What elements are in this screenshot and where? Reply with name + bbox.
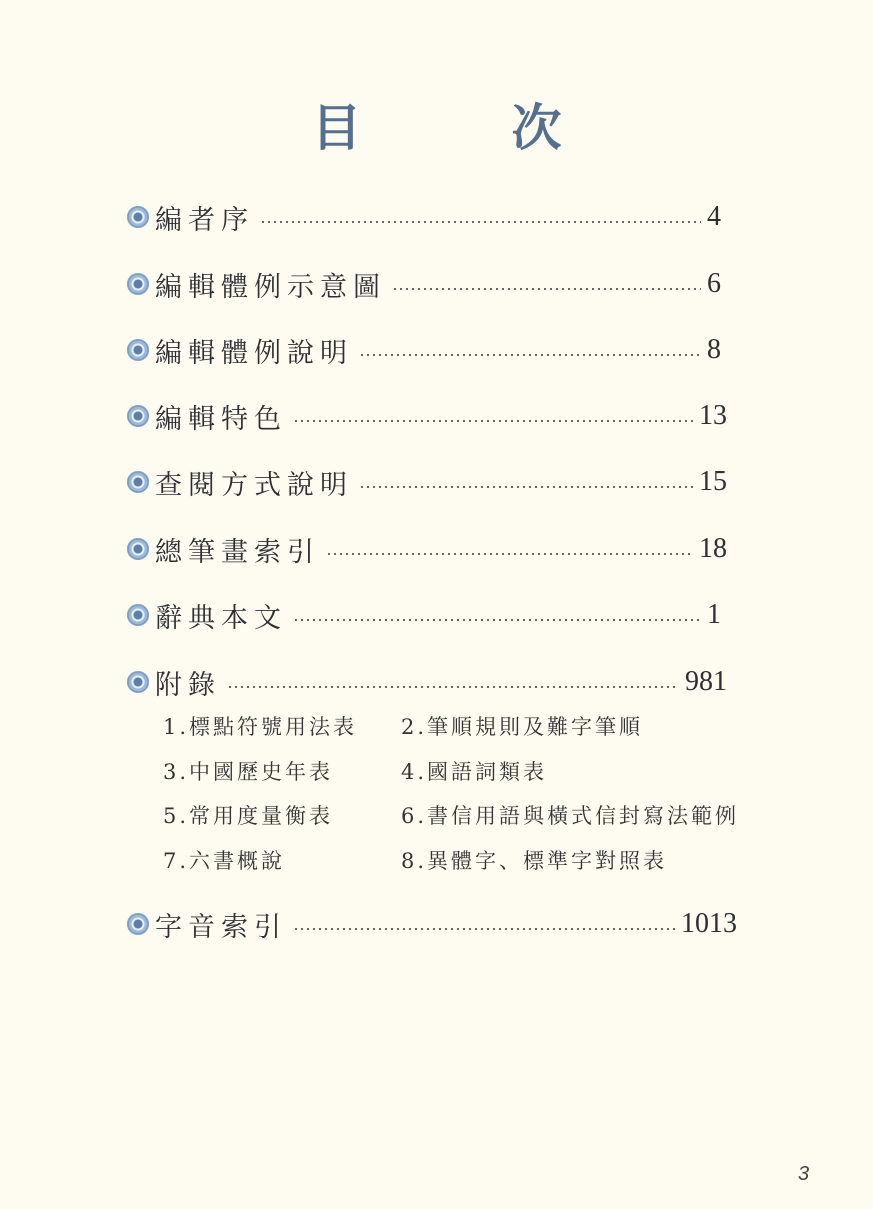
bullet-icon — [127, 405, 149, 427]
toc-label: 附錄 — [155, 669, 221, 701]
dot-leader — [326, 553, 693, 555]
toc-page-number: 1 — [707, 599, 721, 630]
appendix-item-2[interactable]: 2.筆順規則及難字筆順 — [401, 715, 644, 739]
appendix-item-1[interactable]: 1.標點符號用法表 — [163, 715, 358, 739]
toc-label: 編輯特色 — [155, 403, 287, 435]
toc-label: 查閱方式說明 — [155, 469, 353, 501]
toc-page-number: 15 — [699, 466, 727, 497]
dot-leader — [227, 686, 679, 688]
appendix-item-4[interactable]: 4.國語詞類表 — [401, 760, 548, 784]
appendix-item-8[interactable]: 8.異體字、標準字對照表 — [401, 849, 668, 873]
toc-label: 字音索引 — [155, 911, 287, 943]
toc-label: 編輯體例示意圖 — [155, 271, 386, 303]
toc-entry-layout-diagram[interactable] — [127, 264, 727, 304]
toc-entry-features[interactable] — [127, 396, 727, 436]
toc-page-number: 6 — [707, 268, 721, 299]
toc-page-number: 4 — [707, 201, 721, 232]
bullet-icon — [127, 273, 149, 295]
bullet-icon — [127, 206, 149, 228]
toc-page-number: 1013 — [681, 908, 737, 939]
toc-label: 編輯體例說明 — [155, 337, 353, 369]
toc-page-number: 981 — [685, 666, 727, 697]
toc-entry-sound-index[interactable] — [127, 904, 737, 944]
toc-entry-appendix[interactable] — [127, 662, 727, 702]
bullet-icon — [127, 471, 149, 493]
bullet-icon — [127, 913, 149, 935]
toc-label: 辭典本文 — [155, 602, 287, 634]
page-number: 3 — [798, 1163, 810, 1185]
title-char-1: 目 — [311, 98, 362, 157]
toc-label: 編者序 — [155, 204, 254, 236]
toc-entry-preface[interactable] — [127, 197, 727, 237]
toc-page-number: 18 — [699, 533, 727, 564]
dot-leader — [359, 486, 693, 488]
bullet-icon — [127, 671, 149, 693]
dot-leader — [293, 420, 693, 422]
bullet-icon — [127, 604, 149, 626]
toc-page-number: 13 — [699, 400, 727, 431]
appendix-item-6[interactable]: 6.書信用語與橫式信封寫法範例 — [401, 804, 740, 828]
bullet-icon — [127, 339, 149, 361]
toc-label: 總筆畫索引 — [155, 536, 320, 568]
appendix-item-3[interactable]: 3.中國歷史年表 — [163, 760, 334, 784]
dot-leader — [260, 221, 701, 223]
dot-leader — [392, 288, 701, 290]
bullet-icon — [127, 538, 149, 560]
toc-page-number: 8 — [707, 334, 721, 365]
dot-leader — [293, 928, 675, 930]
page-title — [0, 88, 873, 160]
dot-leader — [359, 354, 701, 356]
toc-entry-lookup-guide[interactable] — [127, 462, 727, 502]
appendix-item-5[interactable]: 5.常用度量衡表 — [163, 804, 334, 828]
toc-entry-layout-notes[interactable] — [127, 330, 727, 370]
appendix-item-7[interactable]: 7.六書概說 — [163, 849, 286, 873]
dot-leader — [293, 619, 701, 621]
toc-entry-stroke-index[interactable] — [127, 529, 727, 569]
toc-entry-main-text[interactable] — [127, 595, 727, 635]
title-char-2: 次 — [511, 98, 562, 157]
